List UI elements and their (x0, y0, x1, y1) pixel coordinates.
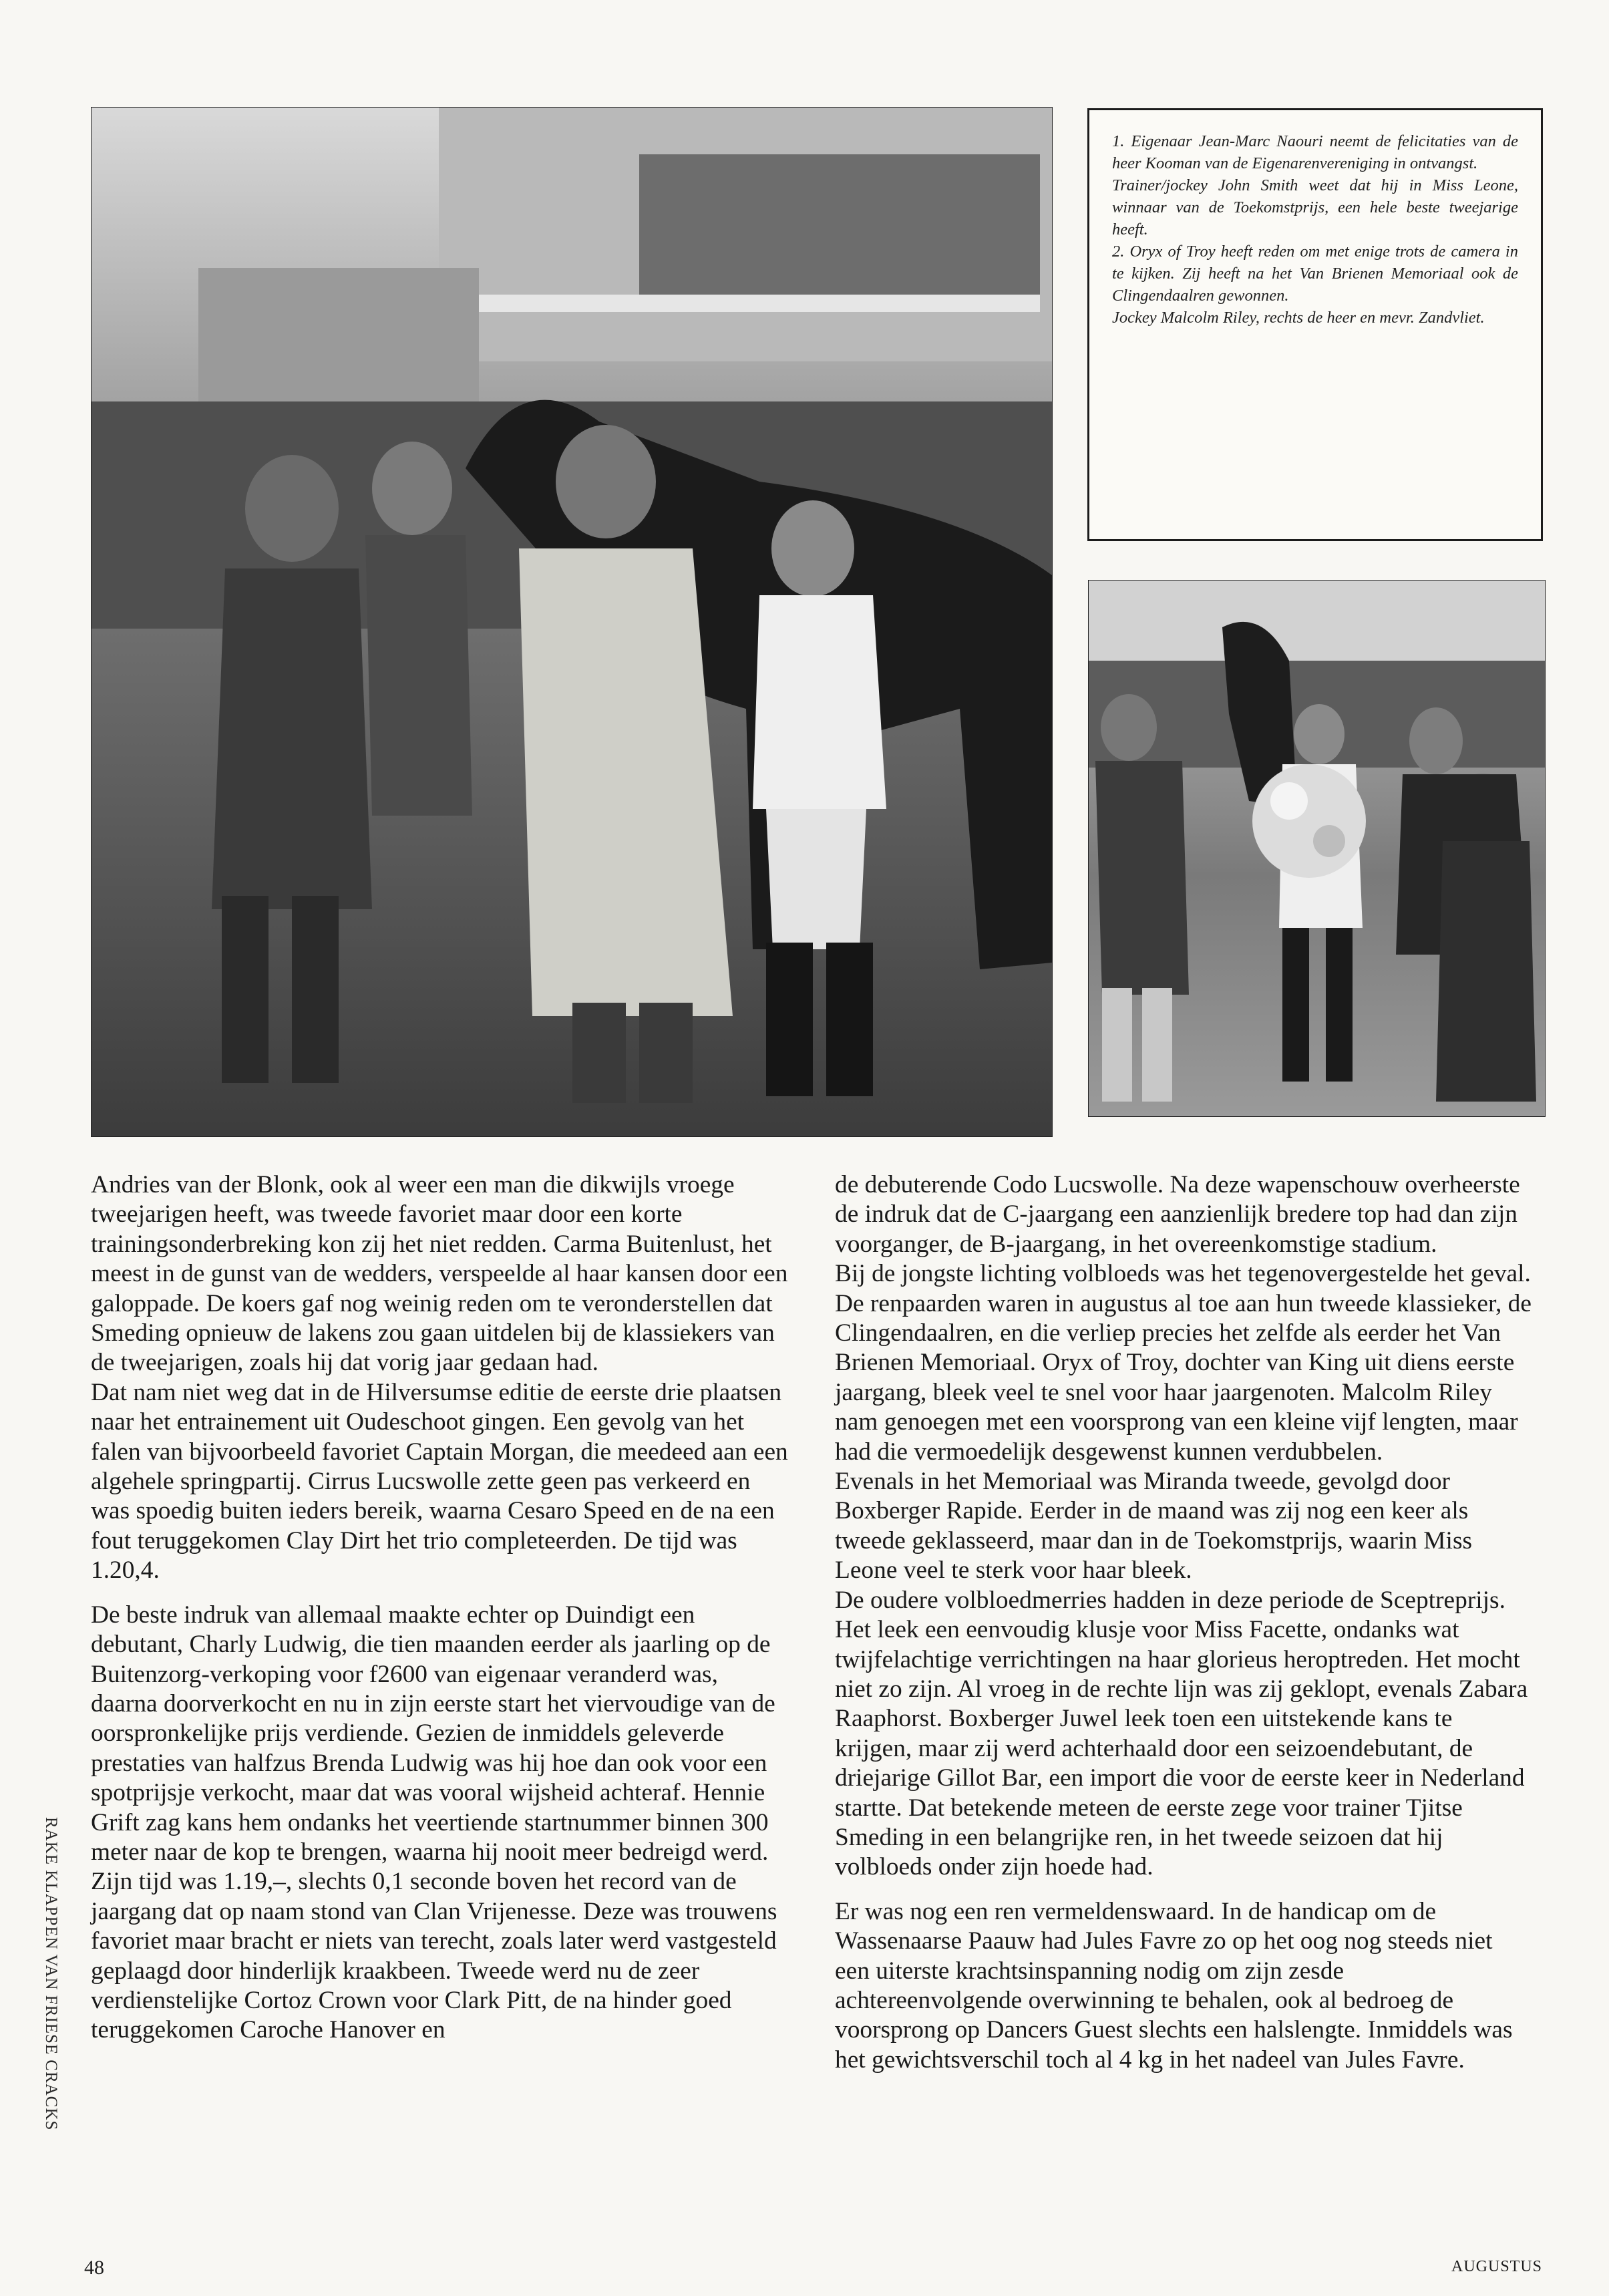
caption-line-2: Trainer/jockey John Smith weet dat hij in Miss Leone, winnaar van de Toekomstprijs, een hele beste tweejarige heeft. (1112, 176, 1518, 238)
paragraph: De oudere volbloedmerries hadden in deze periode de Sceptreprijs. Het leek een eenvoudig klusje voor Miss Facette, ondanks wat twijfelachtige verrichtingen na haar glorieus heroptreden. Het mocht niet zo zijn. Al vroeg in de rechte lijn was zij geklopt, evenals Zabara Raaphorst. Boxberger Juwel leek toen een uitstekende kans te krijgen, maar zij werd achterhaald door een seizoendebutant, de driejarige Gillot Bar, een import die voor de eerste keer in Nederland startte. Dat betekende meteen de eerste zege voor trainer Tjitse Smeding in een belangrijke ren, in het tweede seizoen dat hij volbloeds onder zijn hoede had. (835, 1586, 1528, 1881)
paragraph: Bij de jongste lichting volbloeds was het tegenovergestelde het geval. De renpaarden waren in augustus al toe aan hun tweede klassieker, de Clingendaalren, en die verliep precies het zelfde als eerder het Van Brienen Memoriaal. Oryx of Troy, dochter van King uit diens eerste jaargang, bleek veel te snel voor haar jaargenoten. Malcolm Riley nam genoegen met een voorsprong van een kleine vijf lengten, maar had die vermoedelijk desgewenst kunnen verdubbelen. (835, 1260, 1532, 1466)
paragraph: Andries van der Blonk, ook al weer een man die dikwijls vroege tweejarigen heeft, was tweede favoriet maar door een korte trainingsonderbreking kon zij het niet redden. Carma Buitenlust, het meest in de gunst van de wedders, verspeelde al haar kansen door een galoppade. De koers gaf nog weinig reden om te veronderstellen dat Smeding opnieuw de lakens zou gaan uitdelen bij de klassiekers van de tweejarigen, zoals hij dat vorig jaar gedaan had. (91, 1171, 788, 1377)
photo-jockey-flowers-icon (1089, 581, 1545, 1116)
paragraph: Er was nog een ren vermeldenswaard. In de handicap om de Wassenaarse Paauw had Jules Favre zo op het oog nog steeds niet een uiterste krachtsinspanning nodig om zijn zesde achtereenvolgende overwinning te behalen, ook al bedroeg de voorsprong op Dancers Guest slechts een halslengte. Inmiddels was het gewichtsverschil toch al 4 kg in het nadeel van Jules Favre. (835, 1897, 1513, 2074)
caption-line-1: 1. Eigenaar Jean-Marc Naouri neemt de felicitaties van de heer Kooman van de Eigenarenvereniging in ontvangst. (1112, 132, 1518, 172)
running-head-vertical: RAKE KLAPPEN VAN FRIESE CRACKS (42, 1817, 60, 2131)
paragraph: de debuterende Codo Lucswolle. Na deze wapenschouw overheerste de indruk dat de C-jaargang een aanzienlijk bredere top had dan zijn voorganger, de B-jaargang, in het overeenkomstige stadium. (835, 1171, 1520, 1258)
body-column-left (91, 1170, 789, 2045)
paragraph: Evenals in het Memoriaal was Miranda tweede, gevolgd door Boxberger Rapide. Eerder in de maand was zij nog een keer als tweede geklasseerd, maar dan in de Toekomstprijs, waarin Miss Leone veel te sterk voor haar bleek. (835, 1468, 1473, 1585)
page-number: 48 (84, 2257, 104, 2279)
caption-line-3: 2. Oryx of Troy heeft reden om met enige trots de camera in te kijken. Zij heeft na het Van Brienen Memoriaal ook de Clingendaalren gewonnen. (1112, 242, 1518, 305)
photo-horse-winners-circle-icon (92, 108, 1052, 1136)
caption-line-4: Jockey Malcolm Riley, rechts de heer en mevr. Zandvliet. (1112, 309, 1485, 327)
photo-winners-circle (91, 107, 1053, 1137)
body-column-right (835, 1170, 1533, 2075)
section-label: AUGUSTUS (1451, 2258, 1542, 2275)
paragraph: Dat nam niet weg dat in de Hilversumse editie de eerste drie plaatsen naar het entrainement uit Oudeschoot gingen. Een gevolg van het falen van bijvoorbeeld favoriet Captain Morgan, die meedeed aan een algehele springpartij. Cirrus Lucswolle zette geen pas verkeerd en was spoedig buiten ieders bereik, waarna Cesaro Speed en de na een fout teruggekomen Clay Dirt het trio completeerden. De tijd was 1.20,4. (91, 1378, 788, 1585)
photo-jockey-with-flowers (1088, 580, 1546, 1117)
photo-caption-box (1087, 108, 1543, 541)
paragraph: De beste indruk van allemaal maakte echter op Duindigt een debutant, Charly Ludwig, die tien maanden eerder als jaarling op de Buitenzorg-verkoping voor f2600 van eigenaar veranderd was, daarna doorverkocht en nu in zijn eerste start het viervoudige van de oorspronkelijke prijs verdiende. Gezien de inmiddels geleverde prestaties van halfzus Brenda Ludwig was hij hoe dan ook voor een spotprijsje verkocht, maar dat was vooral wijsheid achteraf. Hennie Grift zag kans hem ondanks het veertiende startnummer binnen 300 meter naar de kop te brengen, waarna hij nooit meer bedreigd werd. Zijn tijd was 1.19,–, slechts 0,1 seconde boven het record van de jaargang dat op naam stond van Clan Vrijenesse. Deze was trouwens favoriet maar bracht er niets van terecht, zoals later werd vastgesteld geplaagd door hinderlijk kraakbeen. Tweede werd nu de zeer verdienstelijke Cortoz Crown voor Clark Pitt, de na hinder goed teruggekomen Caroche Hanover en (91, 1601, 777, 2044)
